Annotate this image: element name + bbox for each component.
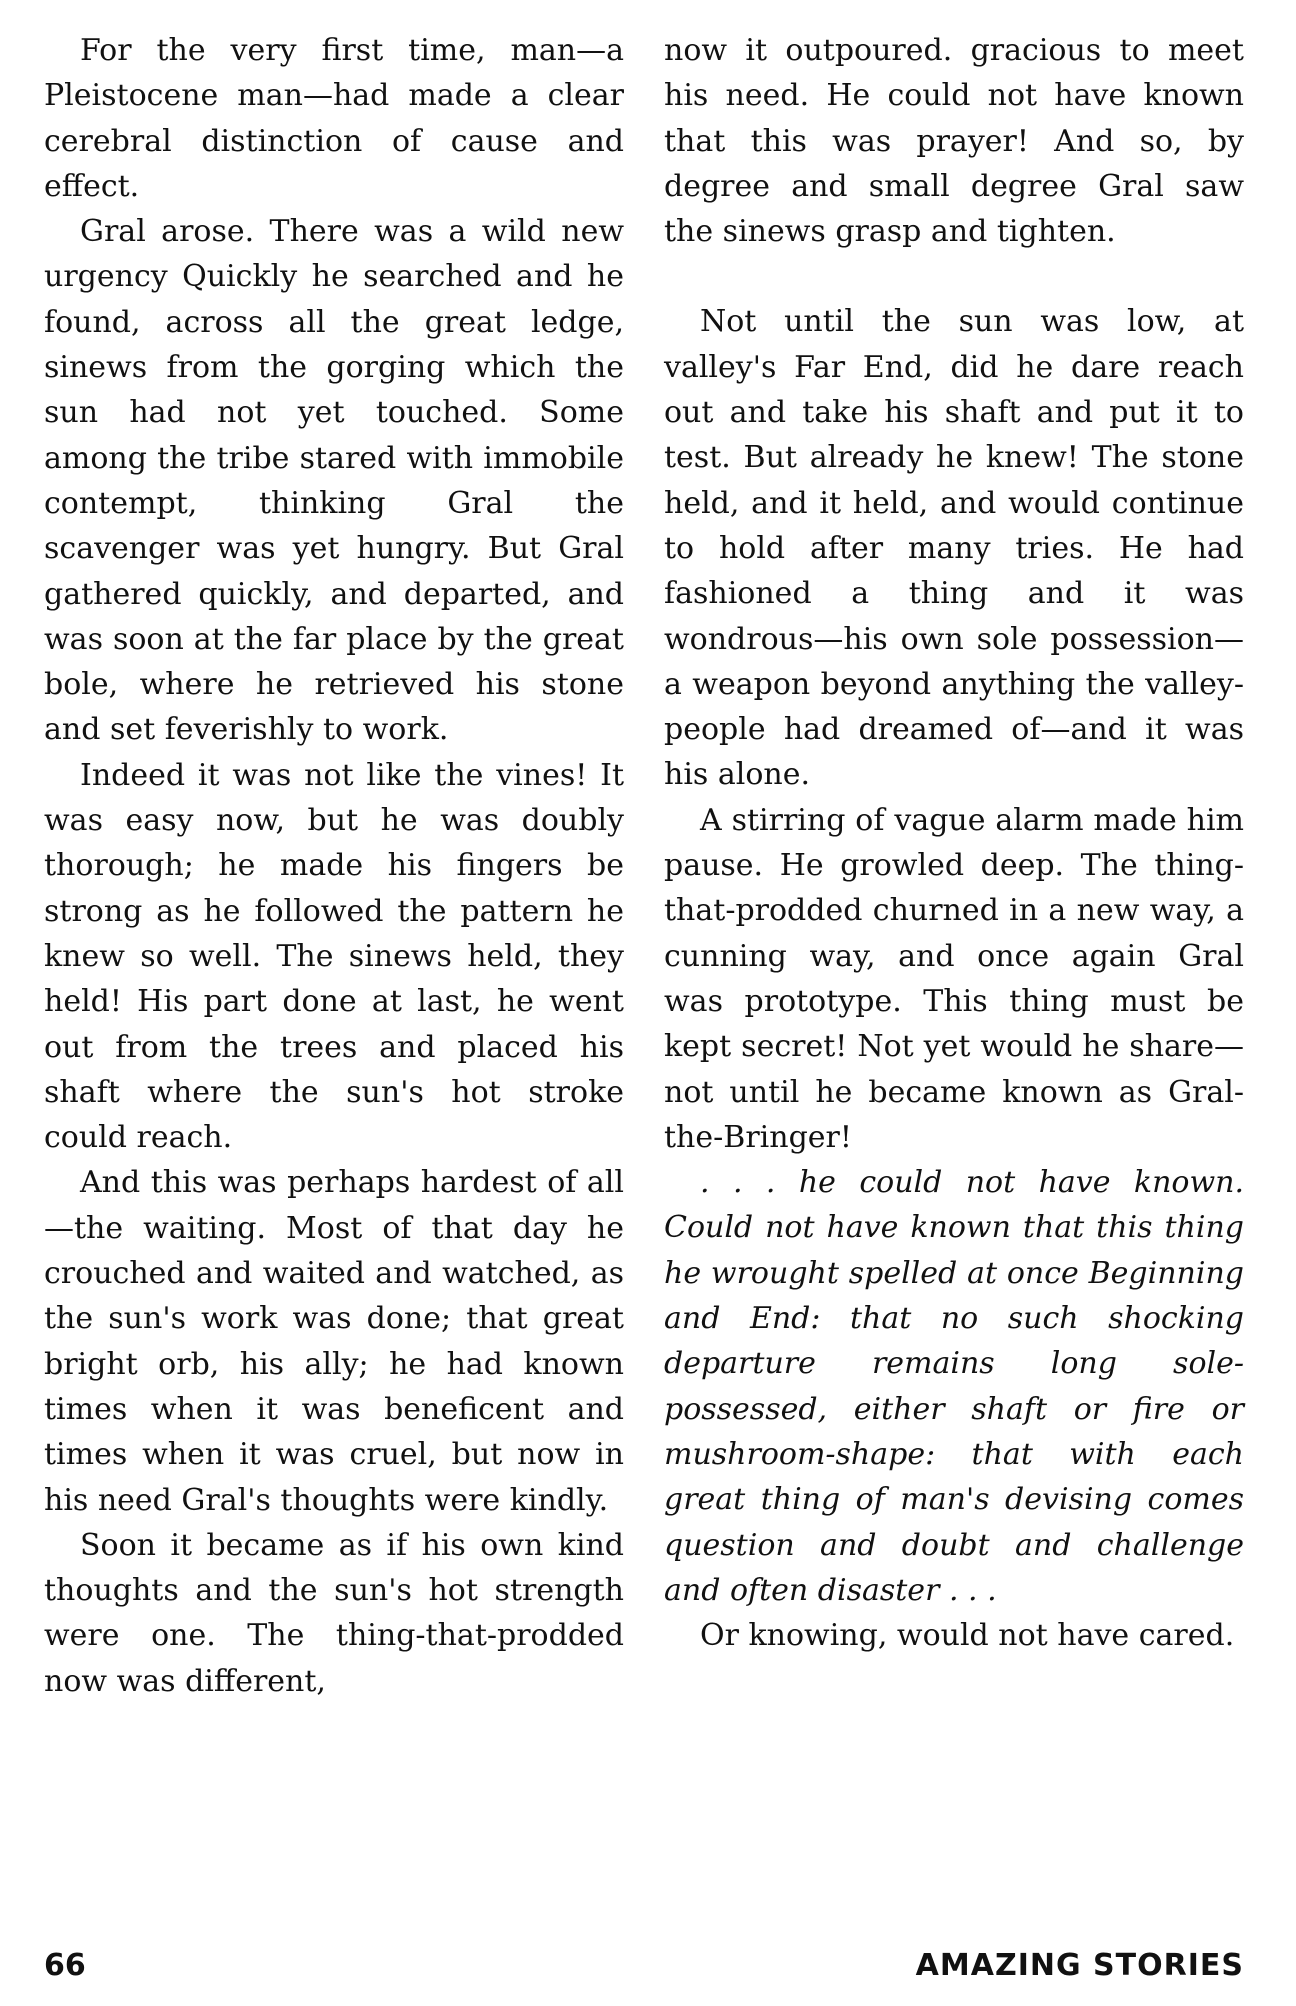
paragraph: For the very first time, man—a Pleistocene man—had made a clear cerebral distinction of cause and effect.: [44, 33, 624, 204]
page-number: 66: [44, 1948, 86, 1983]
paragraph: And this was perhaps hardest of all—the waiting. Most of that day he crouched and waited and watched, as the sun's work was done; that great bright orb, his ally; he had known times when it was beneficent and times when it was cruel, but now in his need Gral's thoughts were kindly.: [44, 1165, 624, 1518]
page-footer: [44, 1948, 1244, 1992]
paragraph: Gral arose. There was a wild new urgency Quickly he searched and he found, across all the great ledge, sinews from the gorging which the sun had not yet touched. Some among the tribe stared with immobile contempt, thinking Gral the scavenger was yet hungry. But Gral gathered quickly, and departed, and was soon at the far place by the great bole, where he retrieved his stone and set feverishly to work.: [44, 214, 624, 748]
section-break: [664, 254, 1244, 299]
paragraph: A stirring of vague alarm made him pause. He growled deep. The thing-that-prodded churned in a new way, a cunning way, and once again Gral was prototype. This thing must be kept secret! Not yet would he share—not until he became known as Gral-the-Bringer!: [664, 802, 1244, 1155]
paragraph-continuation: now it outpoured. gracious to meet his need. He could not have known that this was prayer! And so, by degree and small degree Gral saw the sinews grasp and tighten.: [664, 33, 1244, 250]
left-column: [44, 28, 624, 1704]
italic-passage: . . . he could not have known. Could not have known that this thing he wrought spelled at once Beginning and End: that no such shocking departure remains long sole-possessed, either shaft or fire or mushroom-shape: that with each great thing of man's devising comes question and doubt and challenge and often disaster . . .: [664, 1165, 1244, 1608]
magazine-title: AMAZING STORIES: [915, 1948, 1244, 1983]
paragraph: Soon it became as if his own kind thoughts and the sun's hot strength were one. The thing-that-prodded now was different,: [44, 1527, 624, 1699]
closing-paragraph: Or knowing, would not have cared.: [700, 1618, 1235, 1654]
right-column: [664, 28, 1244, 1658]
paragraph: Not until the sun was low, at valley's Far End, did he dare reach out and take his shaft and put it to test. But already he knew! The stone held, and it held, and would continue to hold after many tries. He had fashioned a thing and it was wondrous—his own sole possession—a weapon beyond anything the valley-people had dreamed of—and it was his alone.: [664, 304, 1244, 793]
paragraph: Indeed it was not like the vines! It was easy now, but he was doubly thorough; he made his fingers be strong as he followed the pattern he knew so well. The sinews held, they held! His part done at last, he went out from the trees and placed his shaft where the sun's hot stroke could reach.: [44, 757, 624, 1156]
